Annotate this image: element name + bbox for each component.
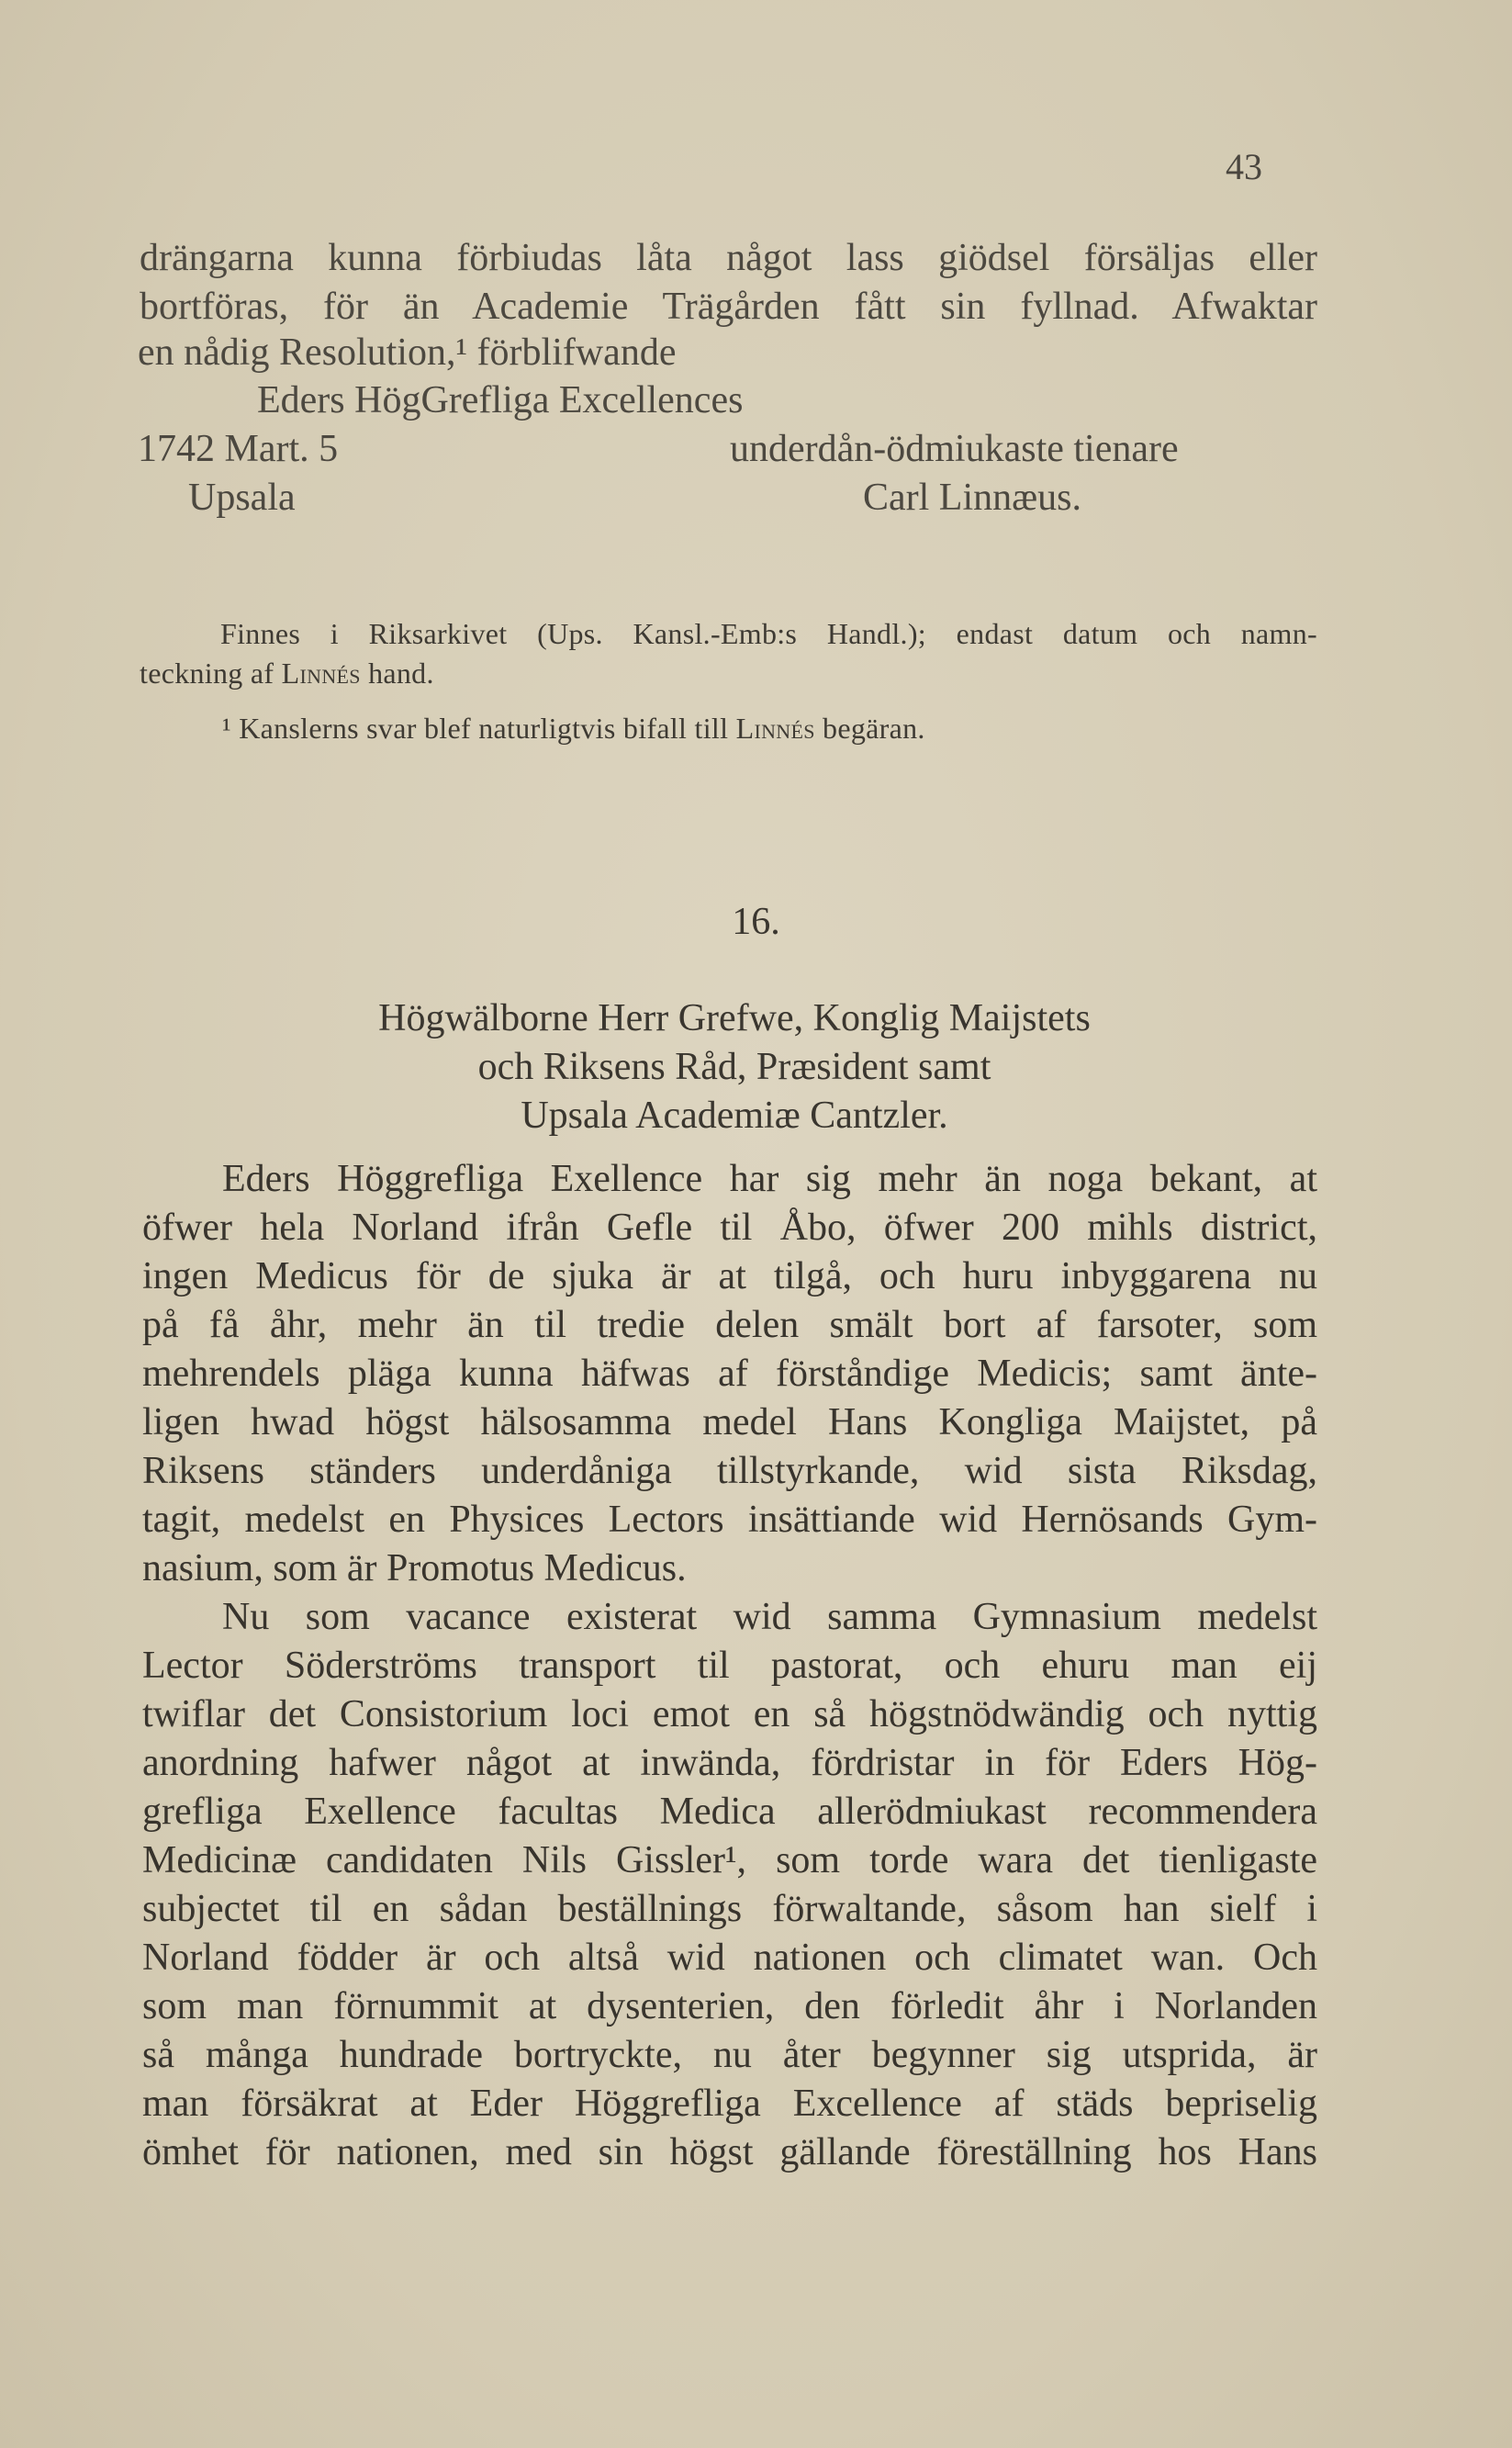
body-line: nasium, som är Promotus Medicus. bbox=[142, 1547, 687, 1589]
body-line: ingen Medicus för de sjuka är at tilgå, och huru inbyggarena nu bbox=[142, 1255, 1317, 1297]
body-line: grefliga Exellence facultas Medica allerödmiukast recommendera bbox=[142, 1791, 1317, 1833]
body-line: Riksens ständers underdåniga tillstyrkande, wid sista Riksdag, bbox=[142, 1450, 1317, 1492]
closing-address: Eders HögGrefliga Excellences bbox=[257, 379, 744, 421]
source-note: Finnes i Riksarkivet (Ups. Kansl.-Emb:s Handl.); endast datum och namn- bbox=[220, 617, 1317, 650]
body-line: twiflar det Consistorium loci emot en så högstnödwändig och nyttig bbox=[142, 1693, 1317, 1735]
source-note-continued: teckning af Linnés hand. bbox=[140, 657, 434, 690]
salutation-line: Högwälborne Herr Grefwe, Konglig Maijstets bbox=[378, 997, 1091, 1039]
signature: Carl Linnæus. bbox=[863, 477, 1081, 519]
body-line: subjectet til en sådan beställnings förwaltande, såsom han sielf i bbox=[142, 1888, 1317, 1930]
letter-line: bortföras, för än Academie Trägården fått sin fyllnad. Afwaktar bbox=[140, 286, 1317, 328]
letter-line: drängarna kunna förbiudas låta något lass giödsel försäljas eller bbox=[140, 237, 1317, 279]
body-line: Norland födder är och altså wid nationen och climatet wan. Och bbox=[142, 1937, 1317, 1979]
body-line: öfwer hela Norland ifrån Gefle til Åbo, öfwer 200 mihls district, bbox=[142, 1207, 1317, 1249]
footnote: ¹ Kanslerns svar blef naturligtvis bifall till Linnés begäran. bbox=[222, 712, 925, 745]
page-number: 43 bbox=[1226, 146, 1262, 187]
salutation-line: Upsala Academiæ Cantzler. bbox=[521, 1095, 948, 1137]
body-line: Nu som vacance existerat wid samma Gymnasium medelst bbox=[222, 1596, 1317, 1638]
body-line: Eders Höggrefliga Exellence har sig mehr än noga bekant, at bbox=[222, 1158, 1317, 1200]
body-line: ligen hwad högst hälsosamma medel Hans Kongliga Maijstet, på bbox=[142, 1401, 1317, 1443]
body-line: ömhet för nationen, med sin högst gällande föreställning hos Hans bbox=[142, 2131, 1317, 2173]
letter-line: en nådig Resolution,¹ förblifwande bbox=[138, 331, 677, 374]
body-line: som man förnummit at dysenterien, den förledit åhr i Norlanden bbox=[142, 1985, 1317, 2027]
letter-place: Upsala bbox=[188, 477, 296, 519]
body-line: på få åhr, mehr än til tredie delen smält bort af farsoter, som bbox=[142, 1304, 1317, 1346]
section-number: 16. bbox=[732, 901, 780, 943]
letter-date: 1742 Mart. 5 bbox=[138, 428, 339, 470]
body-line: mehrendels pläga kunna häfwas af förståndige Medicis; samt änte- bbox=[142, 1353, 1317, 1395]
closing-phrase: underdån-ödmiukaste tienare bbox=[730, 428, 1179, 470]
body-line: tagit, medelst en Physices Lectors insättiande wid Hernösands Gym- bbox=[142, 1499, 1317, 1541]
body-line: anordning hafwer något at inwända, fördristar in för Eders Hög- bbox=[142, 1742, 1317, 1784]
body-line: Medicinæ candidaten Nils Gissler¹, som torde wara det tienligaste bbox=[142, 1839, 1317, 1881]
salutation-line: och Riksens Råd, Præsident samt bbox=[477, 1046, 991, 1088]
body-line: så många hundrade bortryckte, nu åter begynner sig utsprida, är bbox=[142, 2034, 1317, 2076]
body-line: man försäkrat at Eder Höggrefliga Excellence af städs bepriselig bbox=[142, 2083, 1317, 2125]
body-line: Lector Söderströms transport til pastorat, och ehuru man eij bbox=[142, 1645, 1317, 1687]
